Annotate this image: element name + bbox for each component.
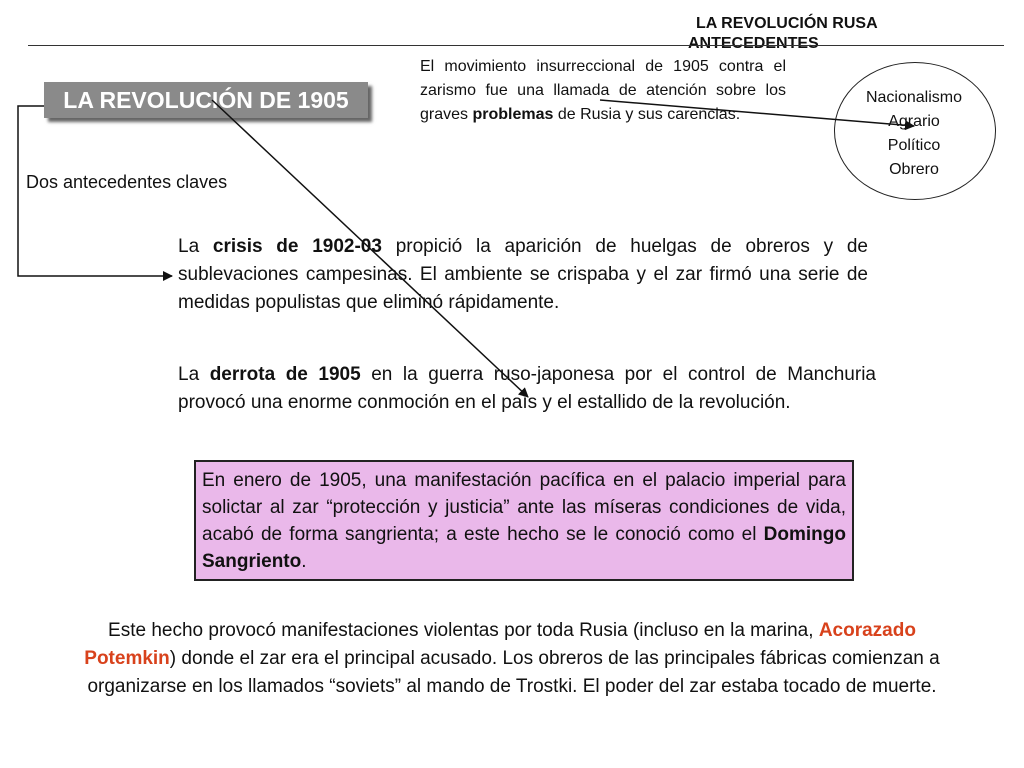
closing-highlight-potemkin: Acorazado Potemkin: [84, 620, 916, 669]
domingo-text-before: En enero de 1905, una manifestación pacífica en el palacio imperial para solictar al zar “protección y justicia” ante las míseras condiciones de vida, acabó de forma sangrienta; a este hecho se le conoció como el: [202, 470, 846, 545]
intro-text-before: El movimiento insurreccional de 1905 contra el zarismo fue una llamada de atención sobre los graves: [420, 58, 786, 123]
domingo-bold: Domingo Sangriento: [202, 524, 846, 572]
main-title: LA REVOLUCIÓN DE 1905: [44, 82, 368, 118]
intro-bold-problemas: problemas: [472, 106, 554, 123]
derrota-text-before: La: [178, 364, 210, 385]
closing-text-after: ) donde el zar era el principal acusado. Los obreros de las principales fábricas comienzan a organizarse en los llamados “soviets” al mando de Trostki. El poder del zar estaba tocado de muerte.: [87, 648, 940, 697]
closing-text-before: Este hecho provocó manifestaciones violentas por toda Rusia (incluso en la marina,: [108, 620, 819, 641]
crisis-bold: crisis de 1902-03: [212, 236, 382, 257]
header-title-line2: ANTECEDENTES: [688, 35, 819, 52]
crisis-text-after: propició la aparición de huelgas de obreros y de sublevaciones campesinas. El ambiente se crispaba y el zar firmó una serie de medidas populistas que eliminó rápidamente.: [178, 236, 868, 313]
problem-item-politico: Político: [887, 137, 941, 154]
subtitle: Dos antecedentes claves: [26, 172, 228, 192]
header-title-line1: LA REVOLUCIÓN RUSA: [696, 15, 878, 32]
bracket-arrow-to-crisis: [18, 106, 172, 276]
arrow-problemas-to-list: [600, 100, 914, 126]
problem-item-agrario: Agrario: [888, 113, 940, 130]
problem-item-obrero: Obrero: [889, 161, 939, 178]
problem-item-nacionalismo: Nacionalismo: [865, 89, 963, 106]
derrota-bold: derrota de 1905: [209, 364, 361, 385]
crisis-text-before: La: [178, 236, 213, 257]
domingo-text-after: .: [301, 551, 307, 572]
intro-text-after: de Rusia y sus carencias.: [553, 106, 741, 123]
derrota-text-after: en la guerra ruso-japonesa por el control de Manchuria provocó una enorme conmoción en el país y el estallido de la revolución.: [178, 364, 876, 413]
arrow-title-to-derrota: [209, 100, 528, 397]
